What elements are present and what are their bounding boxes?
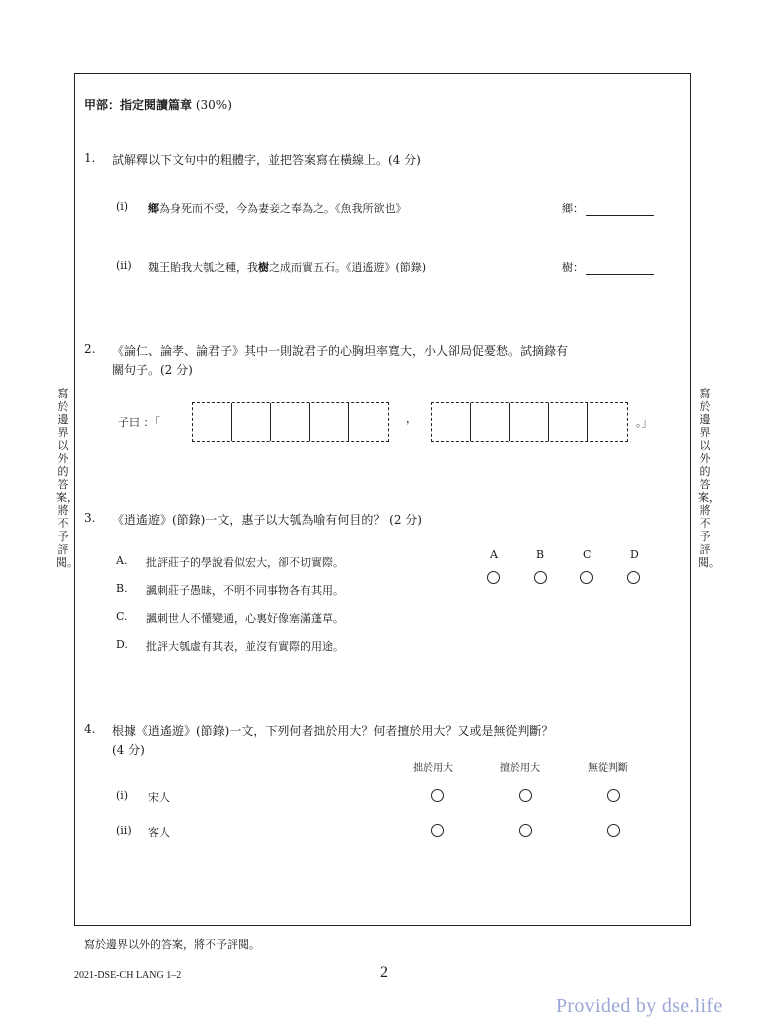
q3-bubble-label-b: B [536, 548, 545, 561]
q1-item-1-answer[interactable] [562, 200, 654, 216]
q2-boxes-second[interactable] [431, 402, 628, 442]
q4-row-1-bubble-3[interactable] [607, 789, 620, 802]
q2-comma: ， [406, 412, 417, 425]
answer-box[interactable] [193, 403, 232, 441]
section-title [84, 96, 232, 113]
q1-item-2-rest: 之成而實五石。《逍遙遊》(節錄) [269, 261, 427, 274]
q1-item-2-answer-label: 樹： [562, 261, 584, 274]
q1-item-2-pre: 魏王貽我大瓠之種，我 [148, 261, 258, 274]
q3-option-d-key: D. [116, 638, 128, 651]
q3-prompt: 《逍遙遊》(節錄)一文，惠子以大瓠為喻有何目的？ (2 分) [112, 513, 422, 527]
q3-number: 3. [84, 511, 96, 525]
q4-prompt-line2: (4 分) [112, 743, 145, 757]
q2-number: 2. [84, 342, 96, 356]
q3-bubble-a[interactable] [487, 571, 500, 584]
q2-prompt-line2: 關句子。(2 分) [112, 363, 193, 377]
q3-bubble-label-c: C [583, 548, 592, 561]
footer-note: 寫於邊界以外的答案，將不予評閱。 [84, 938, 260, 951]
page-number: 2 [380, 964, 388, 981]
q4-row-2-bubble-3[interactable] [607, 824, 620, 837]
q4-row-1-bubble-1[interactable] [431, 789, 444, 802]
margin-note-right: 寫於邊界以外的答案，將不予評閱。 [698, 387, 720, 569]
q3-option-d-text: 批評大瓠虛有其表，並沒有實際的用途。 [146, 640, 344, 653]
q1-item-2-answer[interactable] [562, 259, 654, 275]
q1-item-2-bold: 樹 [258, 261, 269, 274]
margin-note-left: 寫於邊界以外的答案，將不予評閱。 [56, 387, 78, 569]
q1-item-1-rest: 為身死而不受，今為妻妾之奉為之。《魚我所欲也》 [159, 202, 407, 215]
q1-item-2-label: (ii) [116, 259, 132, 272]
q3-option-b-key: B. [116, 582, 128, 595]
q4-column-3: 無從判斷 [588, 763, 628, 774]
q3-option-c-key: C. [116, 610, 128, 623]
q3-option-a-text: 批評莊子的學說看似宏大，卻不切實際。 [146, 556, 344, 569]
q2-close: 。」 [636, 416, 653, 429]
q1-item-1-answer-label: 鄉： [562, 202, 584, 215]
q3-option-a-key: A. [116, 554, 128, 567]
q1-item-1-text [148, 200, 407, 216]
q1-item-1-bold: 鄉 [148, 202, 159, 215]
q3-option-b-text: 諷刺莊子愚昧，不明不同事物各有其用。 [146, 584, 344, 597]
q4-row-1-bubble-2[interactable] [519, 789, 532, 802]
q3-bubble-d[interactable] [627, 571, 640, 584]
paper-code: 2021-DSE-CH LANG 1–2 [74, 970, 182, 981]
q4-row-1-text: 宋人 [148, 791, 170, 804]
answer-box[interactable] [310, 403, 349, 441]
q4-row-2-bubble-2[interactable] [519, 824, 532, 837]
q2-prompt-line1: 《論仁、論孝、論君子》其中一則說君子的心胸坦率寬大，小人卻局促憂愁。試摘錄有 [112, 344, 569, 358]
section-weight: (30%) [195, 98, 232, 112]
answer-box[interactable] [510, 403, 549, 441]
q4-number: 4. [84, 722, 96, 736]
q4-row-2-text: 客人 [148, 826, 170, 839]
watermark: Provided by dse.life [556, 995, 723, 1017]
answer-box[interactable] [232, 403, 271, 441]
q1-number: 1. [84, 151, 96, 165]
answer-box[interactable] [471, 403, 510, 441]
answer-box[interactable] [432, 403, 471, 441]
q3-bubble-c[interactable] [580, 571, 593, 584]
q1-item-2-answer-line[interactable] [586, 261, 654, 275]
section-title-text: 甲部：指定閱讀篇章 [84, 98, 193, 112]
q3-bubble-b[interactable] [534, 571, 547, 584]
q2-boxes-first[interactable] [192, 402, 389, 442]
q4-column-2: 擅於用大 [500, 763, 540, 774]
q2-lead: 子曰 ：「 [118, 416, 160, 429]
q4-column-1: 拙於用大 [413, 763, 453, 774]
q1-item-1-label: (i) [116, 200, 129, 213]
q1-item-2-text [148, 259, 426, 275]
q4-row-2-bubble-1[interactable] [431, 824, 444, 837]
q4-row-1-label: (i) [116, 789, 129, 802]
answer-box[interactable] [271, 403, 310, 441]
q3-bubble-label-d: D [630, 548, 639, 561]
answer-box[interactable] [549, 403, 588, 441]
q1-prompt: 試解釋以下文句中的粗體字，並把答案寫在橫線上。(4 分) [112, 153, 421, 167]
answer-box[interactable] [588, 403, 627, 441]
q3-bubble-label-a: A [490, 548, 498, 561]
answer-box[interactable] [349, 403, 388, 441]
q3-option-c-text: 諷刺世人不懂變通，心裏好像塞滿蓬草。 [146, 612, 344, 625]
q4-row-2-label: (ii) [116, 824, 132, 837]
q1-item-1-answer-line[interactable] [586, 202, 654, 216]
q4-prompt-line1: 根據《逍遙遊》(節錄)一文，下列何者拙於用大？何者擅於用大？又或是無從判斷？ [112, 724, 554, 738]
